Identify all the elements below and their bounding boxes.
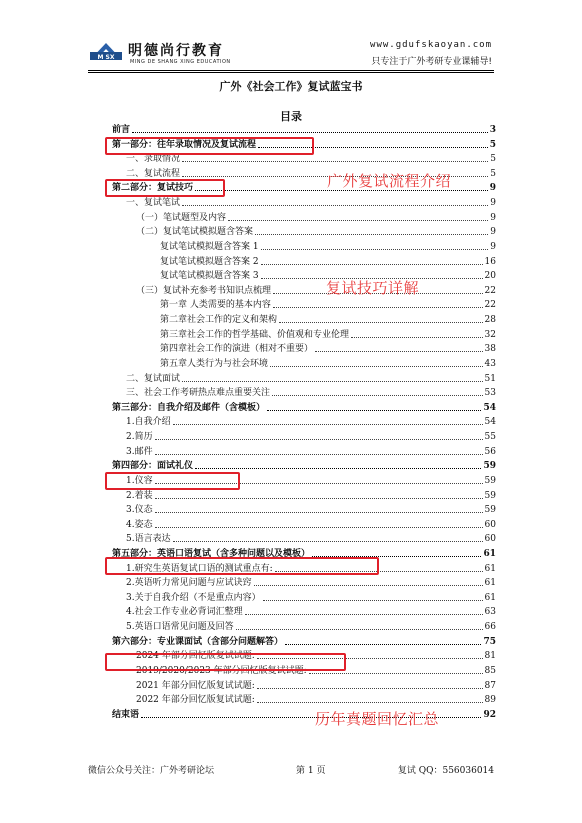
footer-wechat: 微信公众号关注：广外考研论坛 — [88, 766, 215, 776]
toc-entry[interactable] — [112, 517, 496, 531]
annotation-skills-detail: 复试技巧详解 — [326, 279, 420, 297]
toc-entry[interactable] — [112, 356, 496, 370]
toc-entry[interactable] — [112, 312, 496, 326]
toc-entry[interactable] — [112, 224, 496, 238]
toc-entry[interactable] — [112, 678, 496, 692]
highlight-box-part5 — [105, 557, 379, 575]
toc-entry-page: 9 — [490, 227, 496, 238]
toc-leader-dots — [254, 585, 483, 586]
toc-entry-page: 22 — [484, 285, 496, 296]
toc-entry-page: 5 — [490, 168, 496, 179]
toc-entry-page: 3 — [489, 125, 496, 135]
toc-entry-page: 9 — [489, 183, 496, 194]
toc-entry-title: 3.关于自我介绍（不是重点内容） — [126, 592, 261, 603]
toc-leader-dots — [285, 644, 481, 645]
toc-entry-title: 第四章社会工作的演进（相对不重要） — [160, 344, 314, 355]
toc-heading: 目录 — [280, 110, 302, 123]
toc-entry[interactable] — [112, 122, 496, 136]
toc-entry-title: 2.着装 — [126, 490, 153, 501]
toc-entry-title: 二、复试流程 — [126, 168, 181, 179]
toc-leader-dots — [261, 249, 489, 250]
toc-entry-page: 9 — [490, 241, 496, 252]
toc-leader-dots — [263, 600, 483, 601]
toc-leader-dots — [155, 439, 483, 440]
toc-entry-page: 61 — [484, 592, 496, 603]
toc-entry-page: 28 — [484, 315, 496, 326]
toc-entry-page: 32 — [484, 329, 496, 340]
toc-entry-title: 2.简历 — [126, 432, 153, 443]
toc-entry[interactable] — [112, 327, 496, 341]
toc-entry-title: 复试笔试模拟题含答案 2 — [160, 256, 259, 267]
toc-entry-title: 第二章社会工作的定义和架构 — [160, 315, 278, 326]
toc-entry[interactable] — [112, 283, 496, 297]
toc-entry-title: 1.自我介绍 — [126, 417, 171, 428]
highlight-box-part1 — [105, 137, 314, 155]
toc-leader-dots — [315, 351, 483, 352]
toc-entry-title: 复试笔试模拟题含答案 1 — [160, 241, 259, 252]
toc-entry-page: 56 — [484, 446, 496, 457]
toc-entry-title: 第六部分：专业课面试（含部分问题解答） — [112, 636, 284, 647]
toc-entry-title: 5.语言表达 — [126, 534, 171, 545]
toc-leader-dots — [155, 454, 483, 455]
toc-entry[interactable] — [112, 531, 496, 545]
toc-entry-page: 54 — [484, 417, 496, 428]
toc-leader-dots — [245, 614, 483, 615]
toc-entry[interactable] — [112, 692, 496, 706]
toc-entry-title: 第四部分：面试礼仪 — [112, 461, 194, 472]
toc-entry-page: 38 — [484, 344, 496, 355]
toc-entry-title: 二、复试面试 — [126, 373, 181, 384]
toc-entry-title: 2022 年部分回忆版复试试题: — [136, 695, 255, 706]
toc-entry-page: 43 — [484, 358, 496, 369]
toc-entry-title: 3.仪态 — [126, 505, 153, 516]
toc-leader-dots — [173, 541, 483, 542]
toc-entry-title: 第一部分：往年录取情况及复试流程 — [112, 139, 257, 150]
header-divider — [88, 70, 494, 71]
toc-entry-title: 1.研究生英语复试口语的测试重点有: — [126, 563, 273, 574]
toc-leader-dots — [155, 512, 483, 513]
toc-entry-page: 5 — [490, 154, 496, 165]
annotation-process-intro: 广外复试流程介绍 — [327, 172, 452, 190]
toc-entry[interactable] — [112, 458, 496, 472]
toc-entry-title: 一、复试笔试 — [126, 198, 181, 209]
toc-entry-page: 66 — [484, 622, 496, 633]
toc-entry[interactable] — [112, 210, 496, 224]
toc-entry-page: 92 — [483, 709, 496, 720]
toc-leader-dots — [182, 205, 488, 206]
toc-entry-page: 51 — [484, 373, 496, 384]
toc-leader-dots — [261, 264, 483, 265]
toc-leader-dots — [279, 322, 483, 323]
header-divider-thin — [88, 72, 494, 73]
toc-entry-title: （三）复试补充参考书知识点梳理 — [136, 285, 272, 296]
toc-entry-title: 4.社会工作专业必背词汇整理 — [126, 607, 243, 618]
brand-name-english: MING DE SHANG XING EDUCATION — [130, 59, 231, 65]
toc-entry-title: 3.邮件 — [126, 446, 153, 457]
toc-entry[interactable] — [112, 444, 496, 458]
toc-leader-dots — [182, 161, 488, 162]
toc-entry[interactable] — [112, 575, 496, 589]
annotation-past-exams: 历年真题回忆汇总 — [315, 710, 440, 728]
toc-leader-dots — [309, 673, 483, 674]
toc-entry-page: 60 — [484, 534, 496, 545]
toc-entry-title: 第五部分：英语口语复试（含多种问题以及模板） — [112, 548, 311, 559]
toc-entry[interactable] — [112, 502, 496, 516]
toc-entry-page: 59 — [483, 461, 496, 472]
toc-leader-dots — [173, 424, 483, 425]
toc-entry-title: 第三章社会工作的哲学基础、价值观和专业伦理 — [160, 329, 350, 340]
highlight-box-part4 — [105, 472, 240, 490]
highlight-box-part6 — [105, 653, 346, 671]
toc-leader-dots — [351, 337, 483, 338]
toc-leader-dots — [155, 498, 483, 499]
toc-entry-page: 89 — [484, 695, 496, 706]
toc-entry[interactable] — [112, 590, 496, 604]
highlight-box-part2 — [105, 179, 225, 197]
toc-entry-page: 55 — [484, 432, 496, 443]
toc-leader-dots — [228, 220, 488, 221]
toc-leader-dots — [236, 629, 483, 630]
toc-leader-dots — [257, 688, 483, 689]
toc-entry-page: 61 — [483, 548, 496, 559]
toc-entry-title: 2021 年部分回忆版复试试题: — [136, 680, 255, 691]
toc-entry-page: 63 — [484, 607, 496, 618]
toc-entry-page: 59 — [484, 490, 496, 501]
toc-entry-title: 第二部分：复试技巧 — [112, 183, 194, 194]
toc-entry-page: 53 — [484, 388, 496, 399]
toc-entry-title: 结束语 — [112, 709, 140, 720]
toc-entry-title: 1.仪容 — [126, 475, 153, 486]
toc-leader-dots — [272, 395, 483, 396]
toc-entry-page: 9 — [490, 198, 496, 209]
toc-leader-dots — [182, 381, 483, 382]
company-logo-icon — [88, 40, 124, 62]
toc-entry-title: 第五章人类行为与社会环境 — [160, 358, 269, 369]
toc-entry-page: 20 — [484, 271, 496, 282]
toc-entry-title: （一）笔试题型及内容 — [136, 212, 227, 223]
toc-entry-page: 9 — [490, 212, 496, 223]
toc-leader-dots — [195, 468, 481, 469]
toc-entry[interactable] — [112, 268, 496, 282]
toc-leader-dots — [155, 527, 483, 528]
footer-qq: 复试 QQ：556036014 — [397, 766, 494, 776]
toc-entry-page: 61 — [484, 578, 496, 589]
document-title: 广外《社会工作》复试蓝宝书 — [219, 80, 363, 93]
toc-entry[interactable] — [112, 371, 496, 385]
toc-entry[interactable] — [112, 195, 496, 209]
logo-text: M SX — [97, 54, 115, 61]
toc-entry[interactable] — [112, 239, 496, 253]
toc-entry-page: 22 — [484, 300, 496, 311]
toc-entry-page: 87 — [484, 680, 496, 691]
toc-leader-dots — [267, 410, 481, 411]
toc-entry[interactable] — [112, 634, 496, 648]
toc-entry-title: 第三部分：自我介绍及邮件（含模板） — [112, 402, 266, 413]
toc-leader-dots — [255, 234, 488, 235]
toc-entry[interactable] — [112, 604, 496, 618]
toc-entry-title: 5.英语口语常见问题及回答 — [126, 622, 234, 633]
toc-entry[interactable] — [112, 385, 496, 399]
toc-entry-title: 4.姿态 — [126, 519, 153, 530]
toc-entry-page: 60 — [484, 519, 496, 530]
brand-name: 明德尚行教育 — [128, 43, 224, 59]
toc-leader-dots — [132, 132, 488, 133]
website-url[interactable]: www.gdufskaoyan.com — [370, 40, 492, 50]
toc-entry-title: 一、录取情况 — [126, 154, 181, 165]
toc-entry-title: 2024 年部分回忆版复试试题: — [136, 651, 255, 662]
toc-entry-page: 59 — [484, 475, 496, 486]
toc-entry[interactable] — [112, 414, 496, 428]
toc-entry-title: 第一章 人类需要的基本内容 — [160, 300, 271, 311]
toc-entry-page: 5 — [489, 139, 496, 150]
header-slogan: 只专注于广外考研专业课辅导! — [371, 57, 492, 67]
toc-entry[interactable] — [112, 297, 496, 311]
toc-entry-title: 三、社会工作考研热点难点重要关注 — [126, 388, 271, 399]
toc-entry-page: 59 — [484, 505, 496, 516]
toc-entry[interactable] — [112, 429, 496, 443]
toc-entry[interactable] — [112, 400, 496, 414]
footer-page-number: 第 1 页 — [296, 766, 326, 776]
toc-entry-page: 85 — [484, 665, 496, 676]
toc-leader-dots — [257, 702, 483, 703]
toc-entry-page: 75 — [483, 636, 496, 647]
toc-entry-page: 54 — [483, 402, 496, 413]
toc-entry-page: 81 — [484, 651, 496, 662]
toc-entry-title: （二）复试笔试模拟题含答案 — [136, 227, 254, 238]
toc-entry[interactable] — [112, 341, 496, 355]
toc-entry[interactable] — [112, 619, 496, 633]
toc-entry-title: 2019/2020/2023 年部分回忆版复试试题: — [136, 665, 307, 676]
toc-entry-title: 2.英语听力常见问题与应试诀窍 — [126, 578, 252, 589]
toc-leader-dots — [273, 307, 483, 308]
toc-entry-title: 前言 — [112, 125, 131, 135]
toc-leader-dots — [270, 366, 483, 367]
toc-entry-page: 16 — [484, 256, 496, 267]
toc-entry-page: 61 — [484, 563, 496, 574]
toc-entry-title: 复试笔试模拟题含答案 3 — [160, 271, 259, 282]
toc-entry[interactable] — [112, 254, 496, 268]
